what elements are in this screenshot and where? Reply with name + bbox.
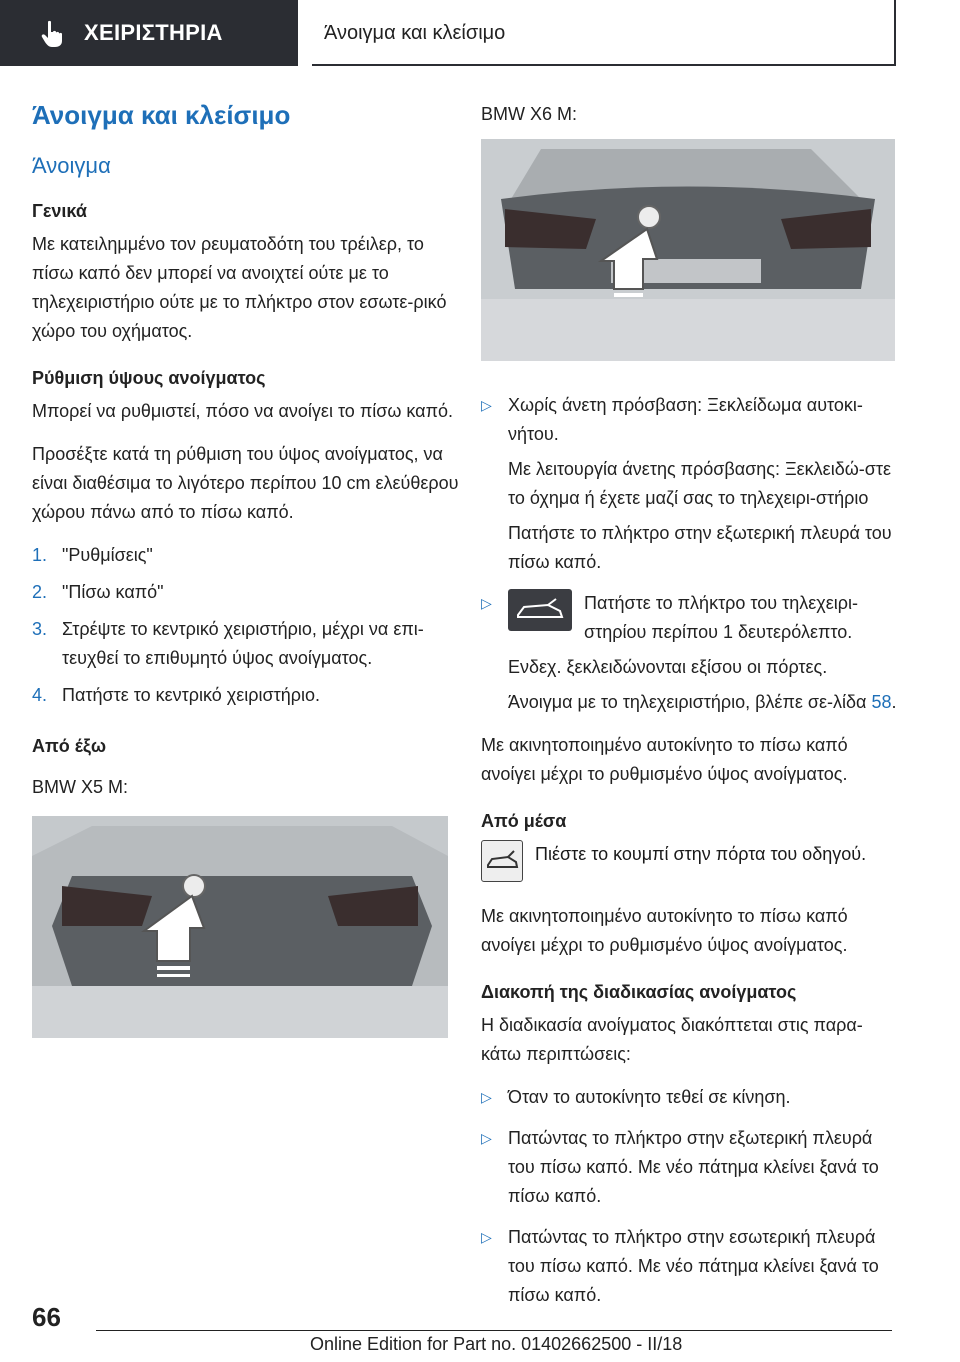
- chapter-tab: [312, 0, 896, 66]
- motion-text-2: Με ακινητοποιημένο αυτοκίνητο το πίσω καπό ανοίγει μέχρι το ρυθμισμένο ύψος ανοίγματος.: [481, 906, 848, 955]
- section-title: Άνοιγμα: [32, 153, 111, 178]
- general-text: Με κατειλημμένο τον ρευματοδότη του τρέιλερ, το πίσω καπό δεν μπορεί να ανοιχτεί ούτε με το τηλεχειριστήριο ούτε με το πλήκτρο στον εσωτε-ρικό χώρο του οχήματος.: [32, 234, 447, 341]
- page-number: 66: [32, 1302, 61, 1332]
- x5-label: BMW X5 M:: [32, 777, 129, 797]
- list-item: ▷ Χωρίς άνετη πρόσβαση: Ξεκλείδωμα αυτοκι-νήτου. Με λειτουργία άνετης πρόσβασης: Ξεκλειδώ-στε το όχημα ή έχετε μαζί σας το τηλεχειρι-στήριο Πατήστε το πλήκτρο στην εξωτερική πλευρά του πίσω καπό.: [481, 391, 897, 577]
- interrupt-heading: Διακοπή της διαδικασίας ανοίγματος: [481, 982, 797, 1002]
- hand-pointer-icon: [40, 20, 66, 48]
- section-label: ΧΕΙΡΙΣΤΗΡΙΑ: [84, 20, 223, 45]
- car-trunk-button-icon: [481, 840, 523, 882]
- triangle-bullet-icon: ▷: [481, 397, 492, 413]
- edition-text: Online Edition for Part no. 01402662500 - II/18: [310, 1334, 683, 1354]
- inside-heading: Από μέσα: [481, 811, 567, 831]
- inside-row: [481, 840, 897, 882]
- list-item: 3. Στρέψτε το κεντρικό χειριστήριο, μέχρι να επι-τευχθεί το επιθυμητό ύψος ανοίγματος.: [32, 619, 424, 668]
- triangle-bullet-icon: ▷: [481, 1130, 492, 1146]
- list-item: ▷ Πατώντας το πλήκτρο στην εξωτερική πλευρά του πίσω καπό. Με νέο πάτημα κλείνει ξανά το πίσω καπό.: [481, 1124, 897, 1211]
- left-column: [32, 100, 462, 1038]
- outside-heading: Από έξω: [32, 736, 107, 756]
- list-item: ▷ Πατήστε το πλήκτρο του τηλεχειρι-στηρίου περίπου 1 δευτερόλεπτο. Ενδεχ. ξεκλειδώνονται εξίσου οι πόρτες. Άνοιγμα με το τηλεχειριστήριο, βλέπε σε-λίδα 58.: [481, 589, 897, 717]
- height-text-2: Προσέξτε κατά τη ρύθμιση του ύψος ανοίγματος, να είναι διαθέσιμα το λιγότερο περίπου 10 cm ελεύθερου χώρου πάνω από το πίσω καπό.: [32, 444, 459, 522]
- general-heading: Γενικά: [32, 201, 87, 221]
- list-item: 4. Πατήστε το κεντρικό χειριστήριο.: [32, 685, 320, 705]
- triangle-bullet-icon: ▷: [481, 595, 492, 611]
- right-column: [481, 100, 897, 1324]
- motion-text-1: Με ακινητοποιημένο αυτοκίνητο το πίσω καπό ανοίγει μέχρι το ρυθμισμένο ύψος ανοίγματος.: [481, 735, 848, 784]
- height-text-1: Μπορεί να ρυθμιστεί, πόσο να ανοίγει το πίσω καπό.: [32, 401, 454, 421]
- page-link[interactable]: 58: [871, 692, 892, 712]
- chapter-label: Άνοιγμα και κλείσιμο: [324, 22, 506, 44]
- list-item: ▷ Πατώντας το πλήκτρο στην εσωτερική πλευρά του πίσω καπό. Με νέο πάτημα κλείνει ξανά το πίσω καπό.: [481, 1223, 897, 1310]
- list-item: 1. "Ρυθμίσεις": [32, 545, 153, 565]
- x6-tailgate-illustration: [481, 139, 895, 361]
- steps-list: [32, 541, 462, 710]
- x5-tailgate-illustration: [32, 816, 448, 1038]
- car-trunk-key-icon: [508, 589, 572, 631]
- interrupt-list: [481, 1083, 897, 1310]
- list-item: 2. "Πίσω καπό": [32, 582, 164, 602]
- triangle-bullet-icon: ▷: [481, 1089, 492, 1105]
- height-heading: Ρύθμιση ύψους ανοίγματος: [32, 368, 266, 388]
- x6-label: BMW X6 M:: [481, 104, 578, 124]
- section-tab[interactable]: [0, 0, 298, 66]
- inside-text: Πιέστε το κουμπί στην πόρτα του οδηγού.: [535, 844, 867, 864]
- open-methods-list: [481, 391, 897, 717]
- page-title: Άνοιγμα και κλείσιμο: [32, 100, 291, 130]
- triangle-bullet-icon: ▷: [481, 1229, 492, 1245]
- list-item: ▷ Όταν το αυτοκίνητο τεθεί σε κίνηση.: [481, 1083, 897, 1112]
- interrupt-text: Η διαδικασία ανοίγματος διακόπτεται στις παρα-κάτω περιπτώσεις:: [481, 1015, 863, 1064]
- page-header: [0, 0, 960, 68]
- footer-divider: [96, 1330, 892, 1331]
